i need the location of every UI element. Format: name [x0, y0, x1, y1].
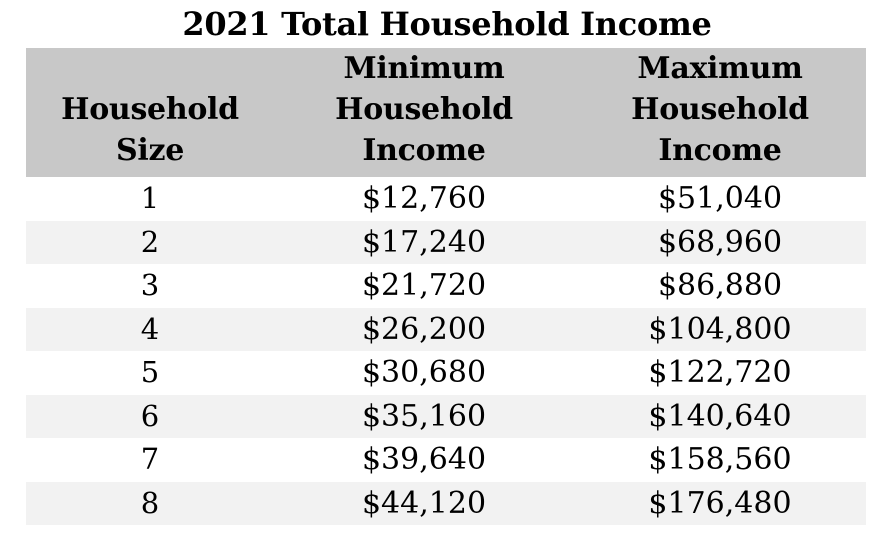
maximum-income-cell: $104,800	[648, 311, 792, 347]
minimum-income-cell: $17,240	[361, 224, 487, 260]
table-header	[26, 48, 866, 177]
maximum-income-cell: $140,640	[648, 398, 792, 434]
maximum-income-cell: $176,480	[648, 485, 792, 521]
minimum-income-cell: $26,200	[361, 311, 487, 347]
table-row	[26, 308, 866, 352]
header-line: Household	[631, 92, 809, 127]
header-row	[26, 48, 866, 177]
table-row	[26, 177, 866, 221]
table-title: 2021 Total Household Income	[182, 5, 712, 43]
header-minimum-income	[274, 48, 574, 177]
household-size-cell: 3	[140, 268, 160, 303]
header-line: Maximum	[637, 51, 803, 86]
income-table	[26, 48, 866, 525]
minimum-income-cell: $39,640	[361, 442, 487, 478]
household-size-cell: 8	[140, 485, 160, 520]
header-maximum-income	[574, 48, 866, 177]
minimum-income-cell: $30,680	[361, 355, 487, 391]
table-row	[26, 482, 866, 526]
minimum-income-cell: $12,760	[361, 181, 487, 217]
table-body	[26, 177, 866, 525]
household-size-cell: 7	[140, 442, 160, 477]
household-size-cell: 6	[140, 398, 160, 433]
maximum-income-cell: $158,560	[648, 442, 792, 478]
header-household-size	[26, 48, 274, 177]
header-line: Minimum	[343, 51, 505, 86]
maximum-income-cell: $122,720	[648, 355, 792, 391]
minimum-income-cell: $35,160	[361, 398, 487, 434]
header-line: Income	[658, 133, 782, 168]
table-row	[26, 221, 866, 265]
table-row	[26, 438, 866, 482]
table-row	[26, 264, 866, 308]
header-line: Size	[116, 133, 184, 168]
maximum-income-cell: $68,960	[657, 224, 783, 260]
maximum-income-cell: $86,880	[657, 268, 783, 304]
minimum-income-cell: $21,720	[361, 268, 487, 304]
household-size-cell: 1	[140, 181, 160, 216]
header-line: Household	[335, 92, 513, 127]
header-line: Household	[61, 92, 239, 127]
table-row	[26, 395, 866, 439]
table-row	[26, 351, 866, 395]
household-size-cell: 2	[140, 224, 160, 259]
header-line: Income	[362, 133, 486, 168]
household-size-cell: 5	[140, 355, 160, 390]
minimum-income-cell: $44,120	[361, 485, 487, 521]
household-size-cell: 4	[140, 311, 160, 346]
maximum-income-cell: $51,040	[657, 181, 783, 217]
